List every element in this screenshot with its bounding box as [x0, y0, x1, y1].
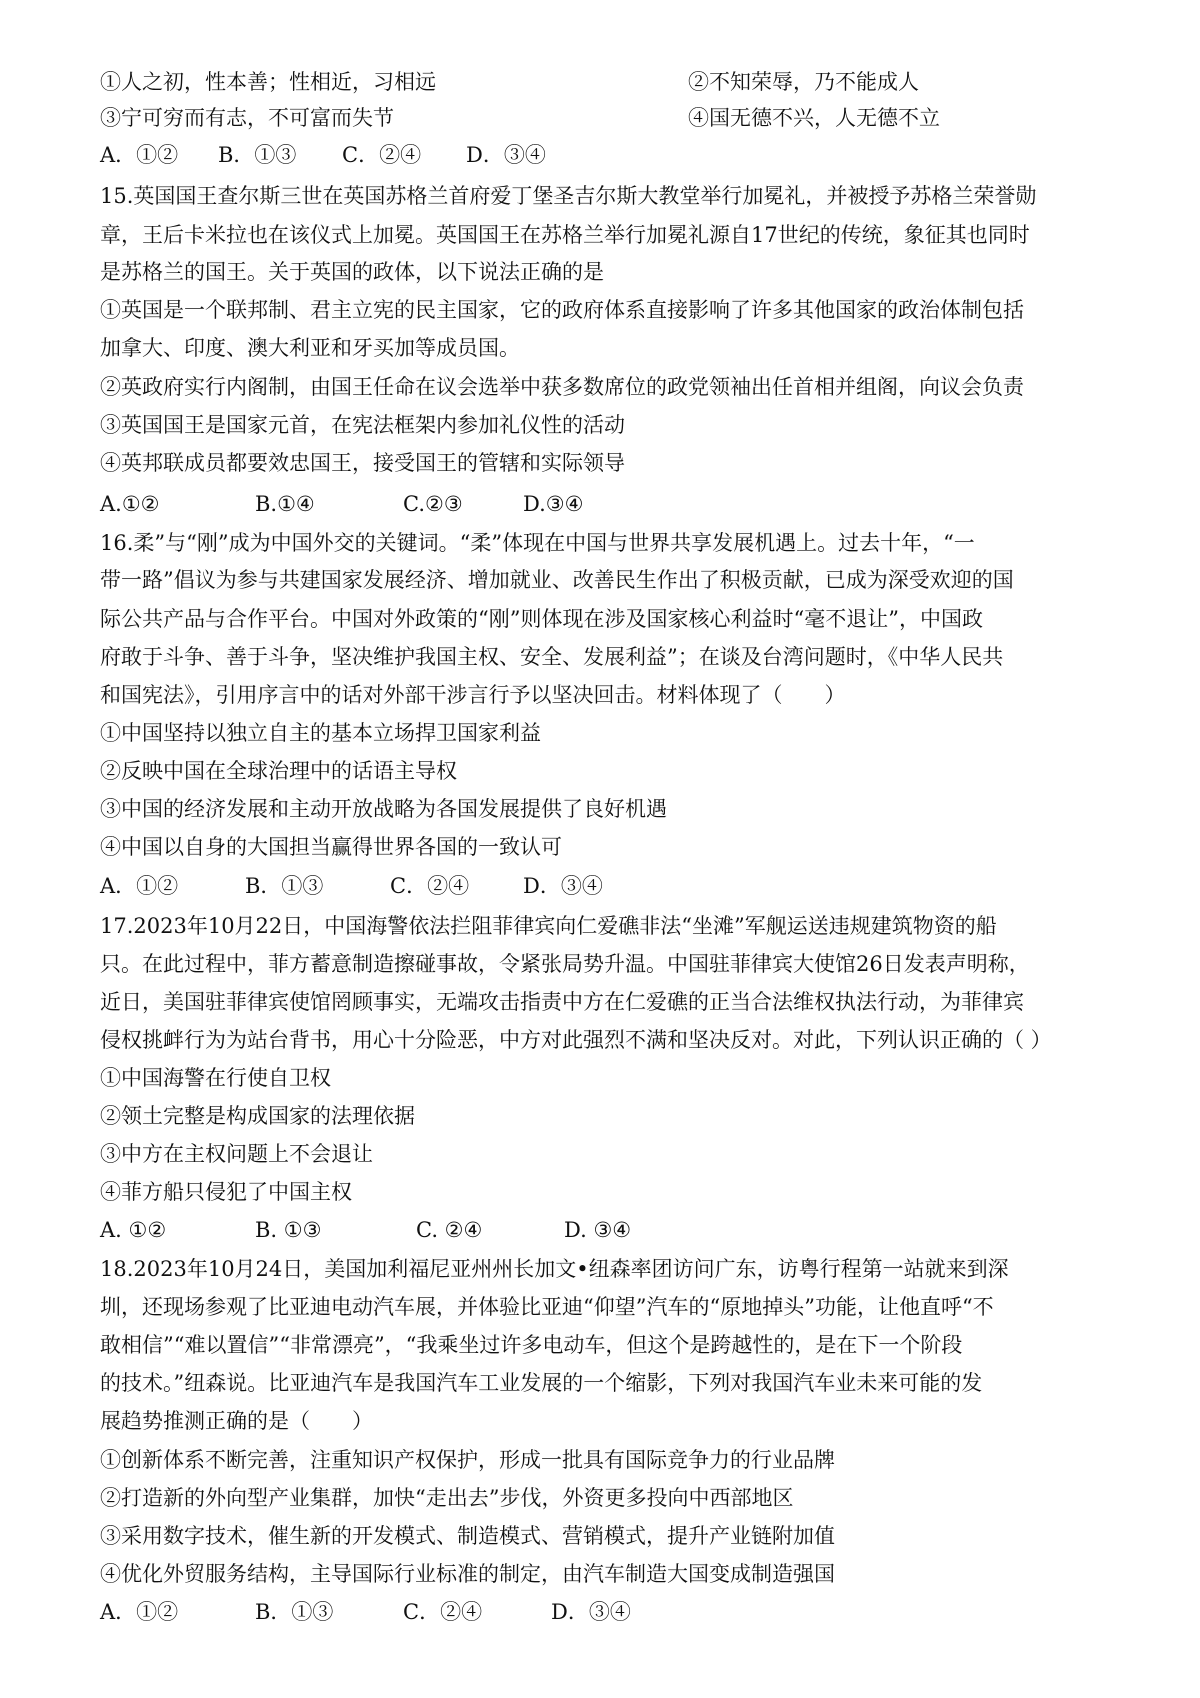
q15-statement-1b: 加拿大、印度、澳大利亚和牙买加等成员国。 [100, 336, 520, 360]
q18-stem-line-4: 的技术。”纽森说。比亚迪汽车是我国汽车工业发展的一个缩影，下列对我国汽车业未来可能的发 [100, 1371, 983, 1395]
q18-statement-4: ④优化外贸服务结构，主导国际行业标准的制定，由汽车制造大国变成制造强国 [100, 1562, 835, 1586]
q17-stem-line-2: 只。在此过程中，菲方蓄意制造擦碰事故，令紧张局势升温。中国驻菲律宾大使馆26日发表声明称， [100, 952, 1030, 976]
q17-stem-line-4: 侵权挑衅行为为站台背书，用心十分险恶，中方对此强烈不满和坚决反对。对此，下列认识正确的（ ） [100, 1028, 1052, 1052]
q14-statement-3: ③宁可穷而有志，不可富而失节 [100, 106, 394, 130]
q17-option-c[interactable]: C. ②④ [416, 1218, 483, 1242]
q18-stem-line-1: 18.2023年10月24日，美国加利福尼亚州州长加文•纽森率团访问广东，访粤行程第一站就来到深 [100, 1257, 1009, 1281]
q14-statement-1: ①人之初，性本善；性相近，习相远 [100, 70, 436, 94]
q18-statement-1: ①创新体系不断完善，注重知识产权保护，形成一批具有国际竞争力的行业品牌 [100, 1448, 835, 1472]
q17-statement-3: ③中方在主权问题上不会退让 [100, 1142, 373, 1166]
q16-statement-1: ①中国坚持以独立自主的基本立场捍卫国家利益 [100, 721, 541, 745]
q14-options [100, 141, 1100, 169]
q15-statement-3: ③英国国王是国家元首，在宪法框架内参加礼仪性的活动 [100, 413, 625, 437]
q16-stem-line-2: 带一路”倡议为参与共建国家发展经济、增加就业、改善民生作出了积极贡献，已成为深受欢迎的国 [100, 568, 1014, 592]
q16-stem-line-5: 和国宪法》，引用序言中的话对外部干涉言行予以坚决回击。材料体现了（ ） [100, 683, 846, 707]
q17-option-b[interactable]: B. ①③ [255, 1218, 322, 1242]
q17-options [100, 1216, 1100, 1244]
q16-statement-4: ④中国以自身的大国担当赢得世界各国的一致认可 [100, 835, 562, 859]
q16-stem-line-1: 16.柔”与“刚”成为中国外交的关键词。“柔”体现在中国与世界共享发展机遇上。过去十年，“一 [100, 531, 975, 555]
q14-option-b[interactable]: B．①③ [218, 143, 297, 167]
q16-options [100, 872, 1100, 900]
q15-statement-4: ④英邦联成员都要效忠国王，接受国王的管辖和实际领导 [100, 451, 625, 475]
q16-option-b[interactable]: B．①③ [245, 874, 324, 898]
q14-row-1 [100, 68, 1100, 96]
q16-option-c[interactable]: C．②④ [390, 874, 470, 898]
q17-stem-line-3: 近日，美国驻菲律宾使馆罔顾事实，无端攻击指责中方在仁爱礁的正当合法维权执法行动，为菲律宾 [100, 990, 1024, 1014]
q15-option-d[interactable]: D.③④ [523, 492, 584, 516]
q15-stem-line-3: 是苏格兰的国王。关于英国的政体，以下说法正确的是 [100, 260, 604, 284]
q15-stem-line-2: 章，王后卡米拉也在该仪式上加冕。英国国王在苏格兰举行加冕礼源自17世纪的传统，象征其也同时 [100, 223, 1030, 247]
q18-statement-3: ③采用数字技术，催生新的开发模式、制造模式、营销模式，提升产业链附加值 [100, 1524, 835, 1548]
q17-option-d[interactable]: D. ③④ [564, 1218, 632, 1242]
q18-option-c[interactable]: C．②④ [403, 1600, 483, 1624]
q18-stem-line-2: 圳，还现场参观了比亚迪电动汽车展，并体验比亚迪“仰望”汽车的“原地掉头”功能，让他直呼“不 [100, 1295, 994, 1319]
q18-stem-line-5: 展趋势推测正确的是（ ） [100, 1409, 373, 1433]
q15-statement-2: ②英政府实行内阁制，由国王任命在议会选举中获多数席位的政党领袖出任首相并组阁，向议会负责 [100, 375, 1024, 399]
q15-options [100, 490, 1100, 518]
q16-stem-line-4: 府敢于斗争、善于斗争，坚决维护我国主权、安全、发展利益”；在谈及台湾问题时，《中华人民共 [100, 645, 1004, 669]
q14-option-c[interactable]: C．②④ [342, 143, 422, 167]
q16-option-a[interactable]: A．①② [100, 874, 179, 898]
q14-statement-4: ④国无德不兴，人无德不立 [688, 106, 940, 130]
q14-statement-2: ②不知荣辱，乃不能成人 [688, 70, 919, 94]
q16-statement-2: ②反映中国在全球治理中的话语主导权 [100, 759, 457, 783]
q15-option-a[interactable]: A.①② [100, 492, 160, 516]
q17-statement-4: ④菲方船只侵犯了中国主权 [100, 1180, 352, 1204]
q16-statement-3: ③中国的经济发展和主动开放战略为各国发展提供了良好机遇 [100, 797, 667, 821]
q17-stem-line-1: 17.2023年10月22日，中国海警依法拦阻菲律宾向仁爱礁非法“坐滩”军舰运送违规建筑物资的船 [100, 914, 997, 938]
q14-row-2 [100, 104, 1100, 132]
q16-option-d[interactable]: D．③④ [523, 874, 603, 898]
q17-statement-2: ②领土完整是构成国家的法理依据 [100, 1104, 415, 1128]
q15-stem-line-1: 15.英国国王查尔斯三世在英国苏格兰首府爱丁堡圣吉尔斯大教堂举行加冕礼，并被授予苏格兰荣誉勋 [100, 184, 1037, 208]
q15-option-b[interactable]: B.①④ [255, 492, 315, 516]
q15-option-c[interactable]: C.②③ [403, 492, 463, 516]
q17-option-a[interactable]: A. ①② [100, 1218, 167, 1242]
q17-statement-1: ①中国海警在行使自卫权 [100, 1066, 331, 1090]
q18-option-a[interactable]: A．①② [100, 1600, 179, 1624]
q14-option-a[interactable]: A．①② [100, 143, 179, 167]
q15-statement-1a: ①英国是一个联邦制、君主立宪的民主国家，它的政府体系直接影响了许多其他国家的政治体制包括 [100, 298, 1024, 322]
q14-option-d[interactable]: D．③④ [466, 143, 546, 167]
q18-option-d[interactable]: D．③④ [551, 1600, 631, 1624]
q18-options [100, 1598, 1100, 1626]
q18-stem-line-3: 敢相信”“难以置信”“非常漂亮”，“我乘坐过许多电动车，但这个是跨越性的，是在下一个阶段 [100, 1333, 963, 1357]
q16-stem-line-3: 际公共产品与合作平台。中国对外政策的“刚”则体现在涉及国家核心利益时“毫不退让”，中国政 [100, 607, 983, 631]
q18-option-b[interactable]: B．①③ [255, 1600, 334, 1624]
q18-statement-2: ②打造新的外向型产业集群，加快“走出去”步伐，外资更多投向中西部地区 [100, 1486, 794, 1510]
